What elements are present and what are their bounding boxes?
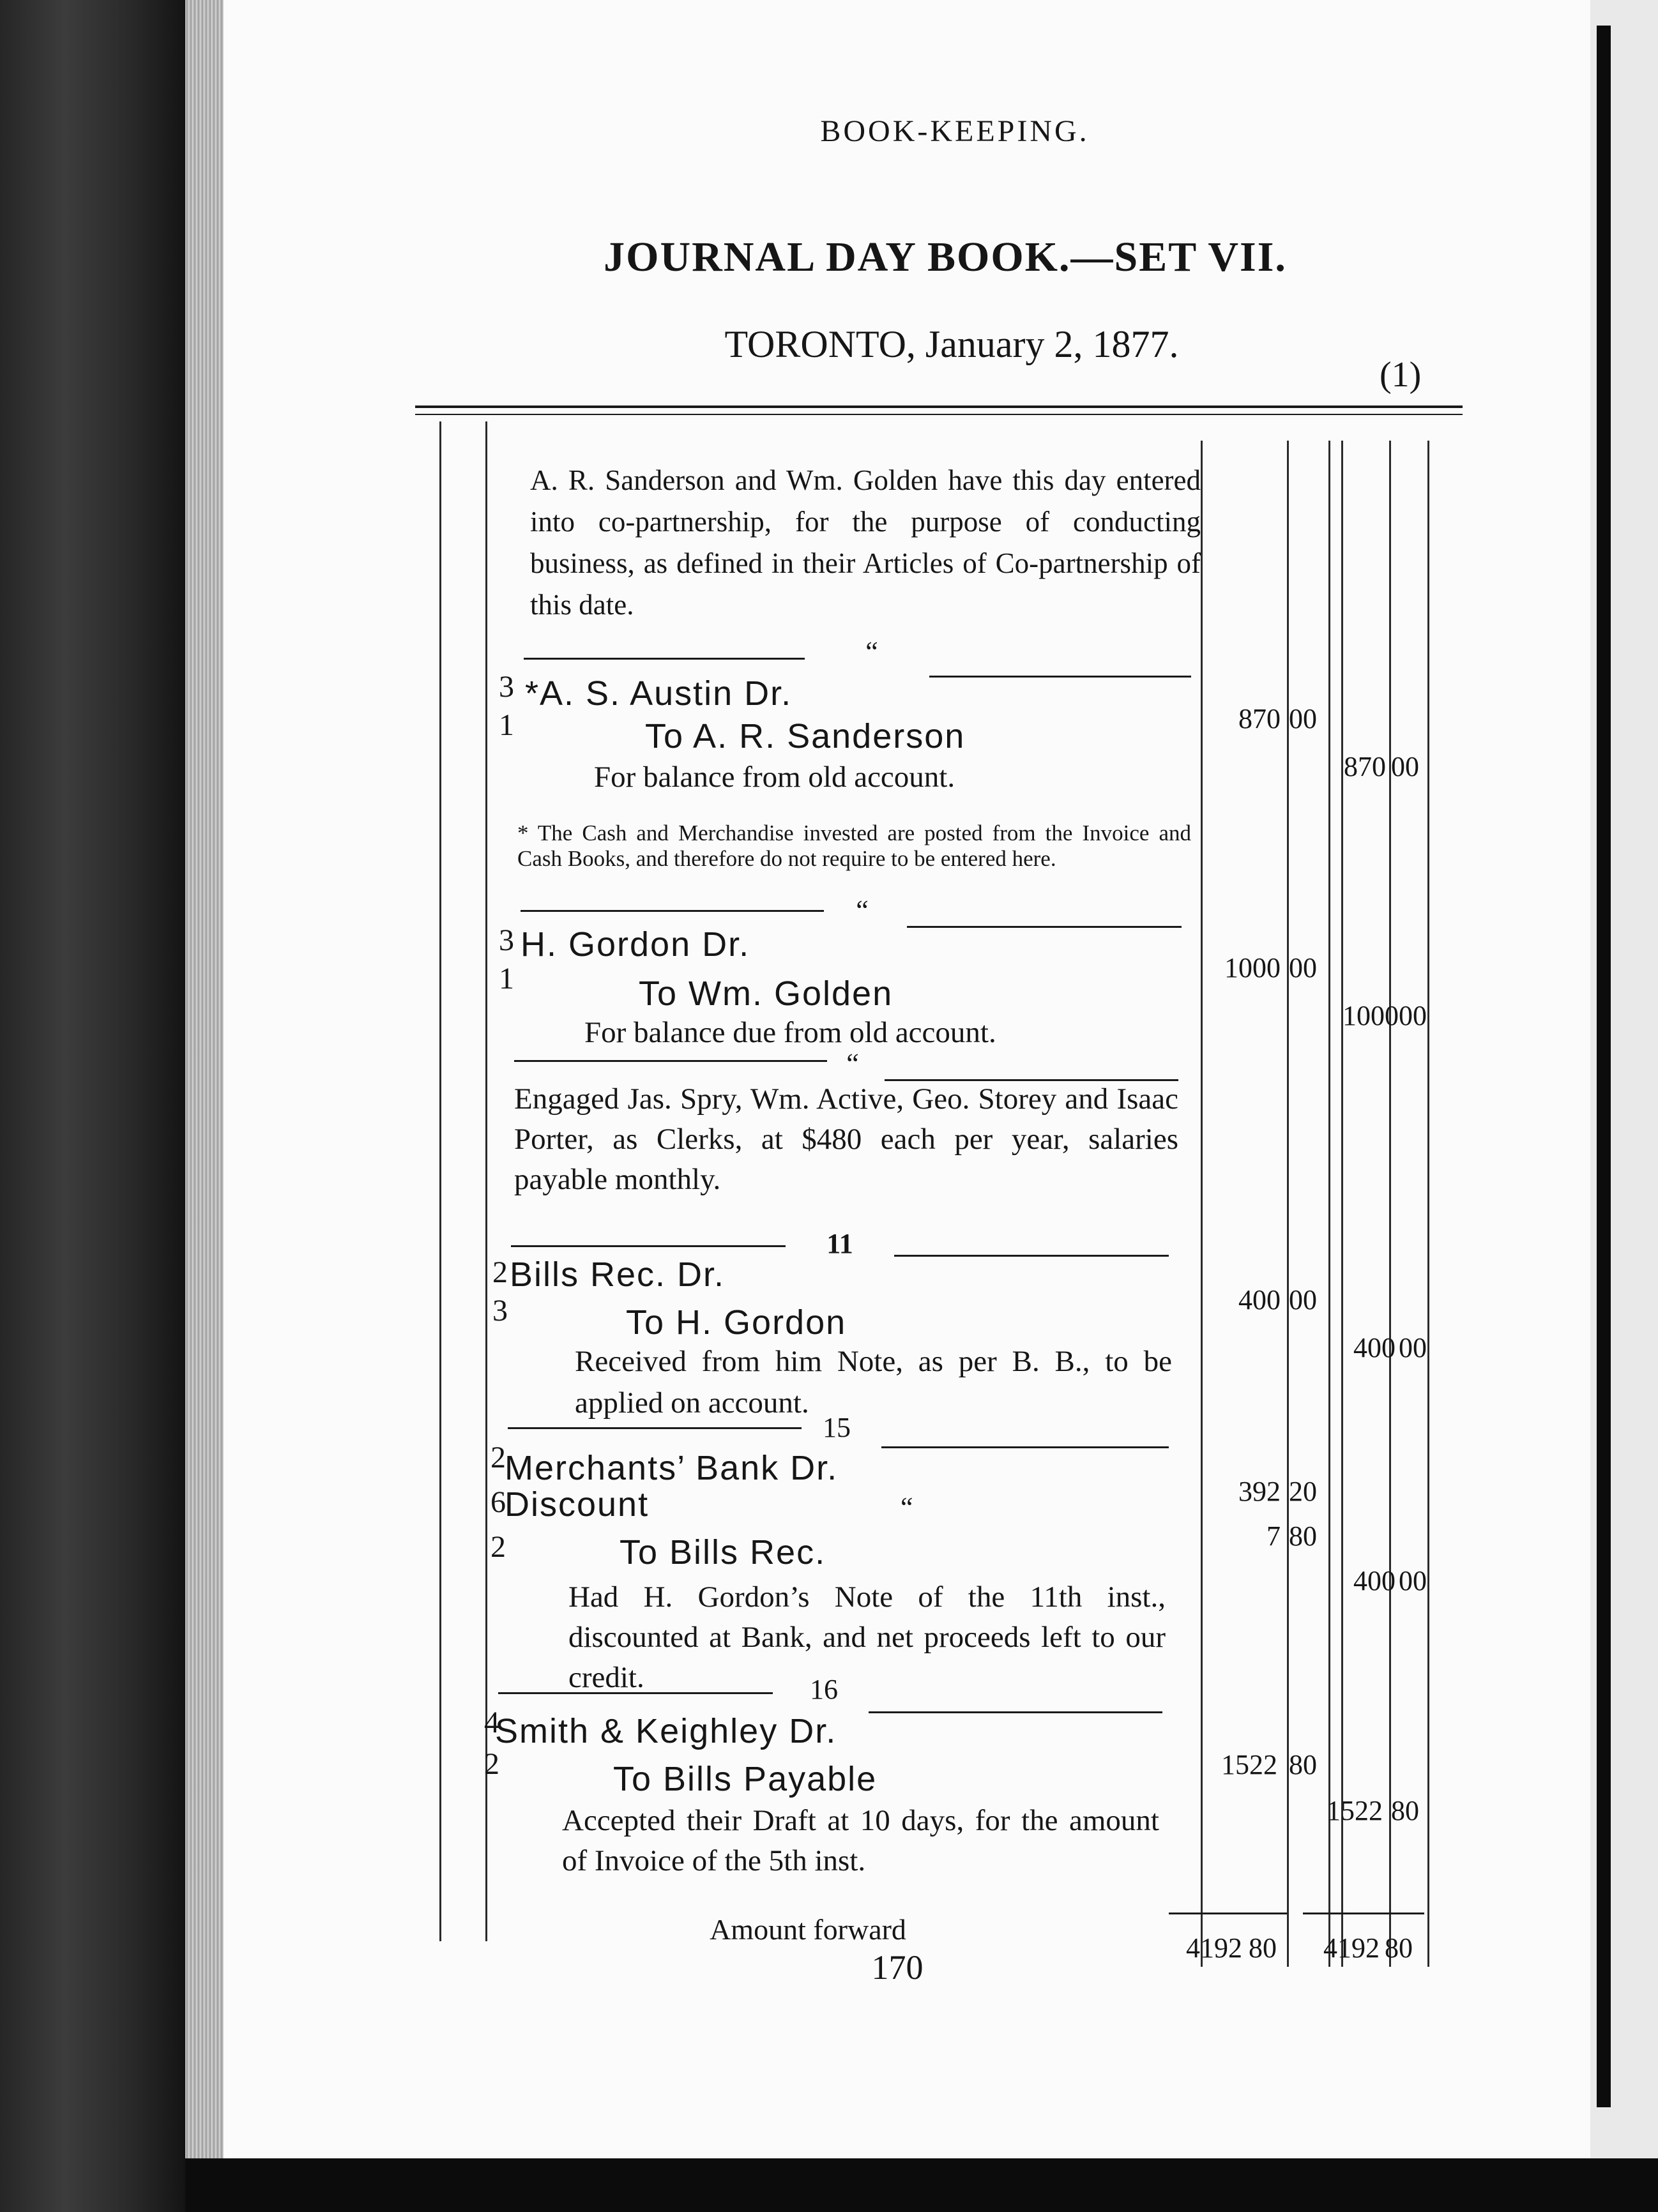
page-title: JOURNAL DAY BOOK.—SET VII. — [604, 234, 1287, 280]
credit-total: 4192 — [1323, 1932, 1380, 1964]
posting-ref-debit: 4 — [484, 1706, 499, 1739]
debit-amount: 392 — [1238, 1476, 1281, 1507]
debit-total: 4192 — [1186, 1932, 1242, 1964]
credit-amount: 1522 — [1327, 1795, 1383, 1826]
debit-account: H. Gordon Dr. — [521, 925, 750, 964]
separator-rule — [514, 1060, 827, 1062]
debit-cents: 80 — [1289, 1749, 1317, 1780]
bottom-border — [185, 2158, 1658, 2212]
entry-explanation: For balance from old account. — [594, 761, 955, 794]
credit-column-left-line — [1328, 441, 1330, 1967]
credit-amount: 1000 — [1342, 1000, 1399, 1031]
amount-forward-label: Amount forward — [710, 1913, 906, 1946]
posting-ref-debit: 3 — [499, 923, 514, 957]
credit-cents: 00 — [1391, 751, 1419, 782]
credit-cents: 00 — [1399, 1565, 1427, 1596]
separator-rule — [907, 926, 1182, 928]
entry-explanation: Received from him Note, as per B. B., to be applied on account. — [575, 1345, 1172, 1420]
credit-account: To Wm. Golden — [639, 974, 894, 1013]
posting-ref-debit: 2 — [492, 1255, 508, 1289]
credit-column-left-line-2 — [1341, 441, 1343, 1967]
debit-cents: 00 — [1289, 952, 1317, 983]
credit-account: To H. Gordon — [626, 1303, 847, 1342]
memo-paragraph: Engaged Jas. Spry, Wm. Active, Geo. Storey and Isaac Porter, as Clerks, at $480 each per year, salaries payable monthly. — [514, 1082, 1178, 1196]
credit-cents: 00 — [1399, 1332, 1427, 1363]
separator-rule — [524, 658, 805, 660]
debit-cents-2: 80 — [1289, 1520, 1317, 1552]
date-mark: 11 — [826, 1228, 853, 1259]
debit-account: Bills Rec. Dr. — [510, 1255, 726, 1294]
separator-rule — [508, 1427, 802, 1429]
debit-amount: 870 — [1238, 703, 1281, 734]
ditto-mark: “ — [901, 1492, 913, 1523]
total-rule-credit — [1303, 1913, 1424, 1914]
credit-account: To Bills Payable — [613, 1760, 878, 1798]
debit-column-left-line — [1201, 441, 1203, 1967]
date-mark: 15 — [823, 1412, 851, 1443]
right-edge-line — [1427, 441, 1429, 1967]
date-mark: 16 — [810, 1674, 838, 1705]
credit-cents: 00 — [1399, 1000, 1427, 1031]
facing-page-edge — [1590, 0, 1658, 2212]
separator-rule — [511, 1245, 786, 1247]
debit-account: Merchants’ Bank Dr. — [505, 1449, 839, 1487]
separator-rule — [521, 910, 824, 912]
posting-ref-credit: 2 — [491, 1530, 506, 1564]
entry-explanation: Had H. Gordon’s Note of the 11th inst., discounted at Bank, and net proceeds left to our credit. — [568, 1580, 1166, 1694]
gutter-bar — [1597, 26, 1611, 2107]
credit-account: To Bills Rec. — [620, 1533, 826, 1572]
credit-amount: 400 — [1353, 1332, 1396, 1363]
top-rule-inner — [415, 414, 1463, 415]
posting-ref-credit: 2 — [484, 1747, 499, 1781]
page-reference: (1) — [1380, 355, 1422, 395]
left-margin-line — [439, 421, 441, 1941]
running-title: BOOK-KEEPING. — [820, 114, 1090, 148]
debit-amount: 1000 — [1224, 952, 1281, 983]
posting-ref-credit: 1 — [499, 962, 514, 996]
credit-cents-line — [1389, 441, 1391, 1967]
footnote: * The Cash and Merchandise invested are posted from the Invoice and Cash Books, and therefore do not require to be entered here. — [517, 821, 1191, 871]
credit-total-cents: 80 — [1385, 1932, 1413, 1964]
posting-ref-credit: 1 — [499, 708, 514, 742]
debit-cents: 00 — [1289, 1284, 1317, 1315]
debit-amount: 1522 — [1221, 1749, 1277, 1780]
separator-rule — [929, 676, 1191, 678]
debit-cents: 00 — [1289, 703, 1317, 734]
debit-amount: 400 — [1238, 1284, 1281, 1315]
debit-total-cents: 80 — [1249, 1932, 1277, 1964]
entry-explanation: Accepted their Draft at 10 days, for the amount of Invoice of the 5th inst. — [562, 1804, 1159, 1877]
book-spine — [0, 0, 185, 2212]
debit-account-2: Discount — [505, 1485, 650, 1524]
date-mark: “ — [856, 895, 869, 926]
page-edges — [185, 0, 224, 2158]
debit-account: *A. S. Austin Dr. — [525, 674, 793, 713]
folio-number: 170 — [871, 1948, 924, 1987]
credit-cents: 80 — [1391, 1795, 1419, 1826]
credit-amount: 400 — [1353, 1565, 1396, 1596]
posting-ref-credit: 3 — [492, 1294, 508, 1328]
separator-rule — [881, 1446, 1169, 1448]
credit-account: To A. R. Sanderson — [645, 717, 966, 755]
credit-amount: 870 — [1344, 751, 1386, 782]
top-rule — [415, 405, 1463, 408]
posting-ref-debit: 3 — [499, 670, 514, 704]
debit-cents: 20 — [1289, 1476, 1317, 1507]
debit-account: Smith & Keighley Dr. — [495, 1712, 837, 1750]
date-mark: “ — [846, 1048, 859, 1079]
posting-ref-debit: 2 — [491, 1441, 506, 1474]
debit-cents-line — [1287, 441, 1289, 1967]
total-rule-debit — [1169, 1913, 1287, 1914]
posting-ref-debit-2: 6 — [491, 1485, 506, 1519]
date-mark: “ — [865, 636, 878, 667]
separator-rule — [869, 1711, 1162, 1713]
separator-rule — [894, 1255, 1169, 1257]
debit-amount-2: 7 — [1266, 1520, 1281, 1552]
entry-explanation: For balance due from old account. — [584, 1016, 996, 1049]
intro-paragraph: A. R. Sanderson and Wm. Golden have this day entered into co-partnership, for the purpose of conducting business, as defined in their Articles of Co-partnership of this date. — [530, 464, 1201, 621]
dateline: TORONTO, January 2, 1877. — [724, 323, 1179, 365]
separator-rule — [498, 1692, 773, 1694]
